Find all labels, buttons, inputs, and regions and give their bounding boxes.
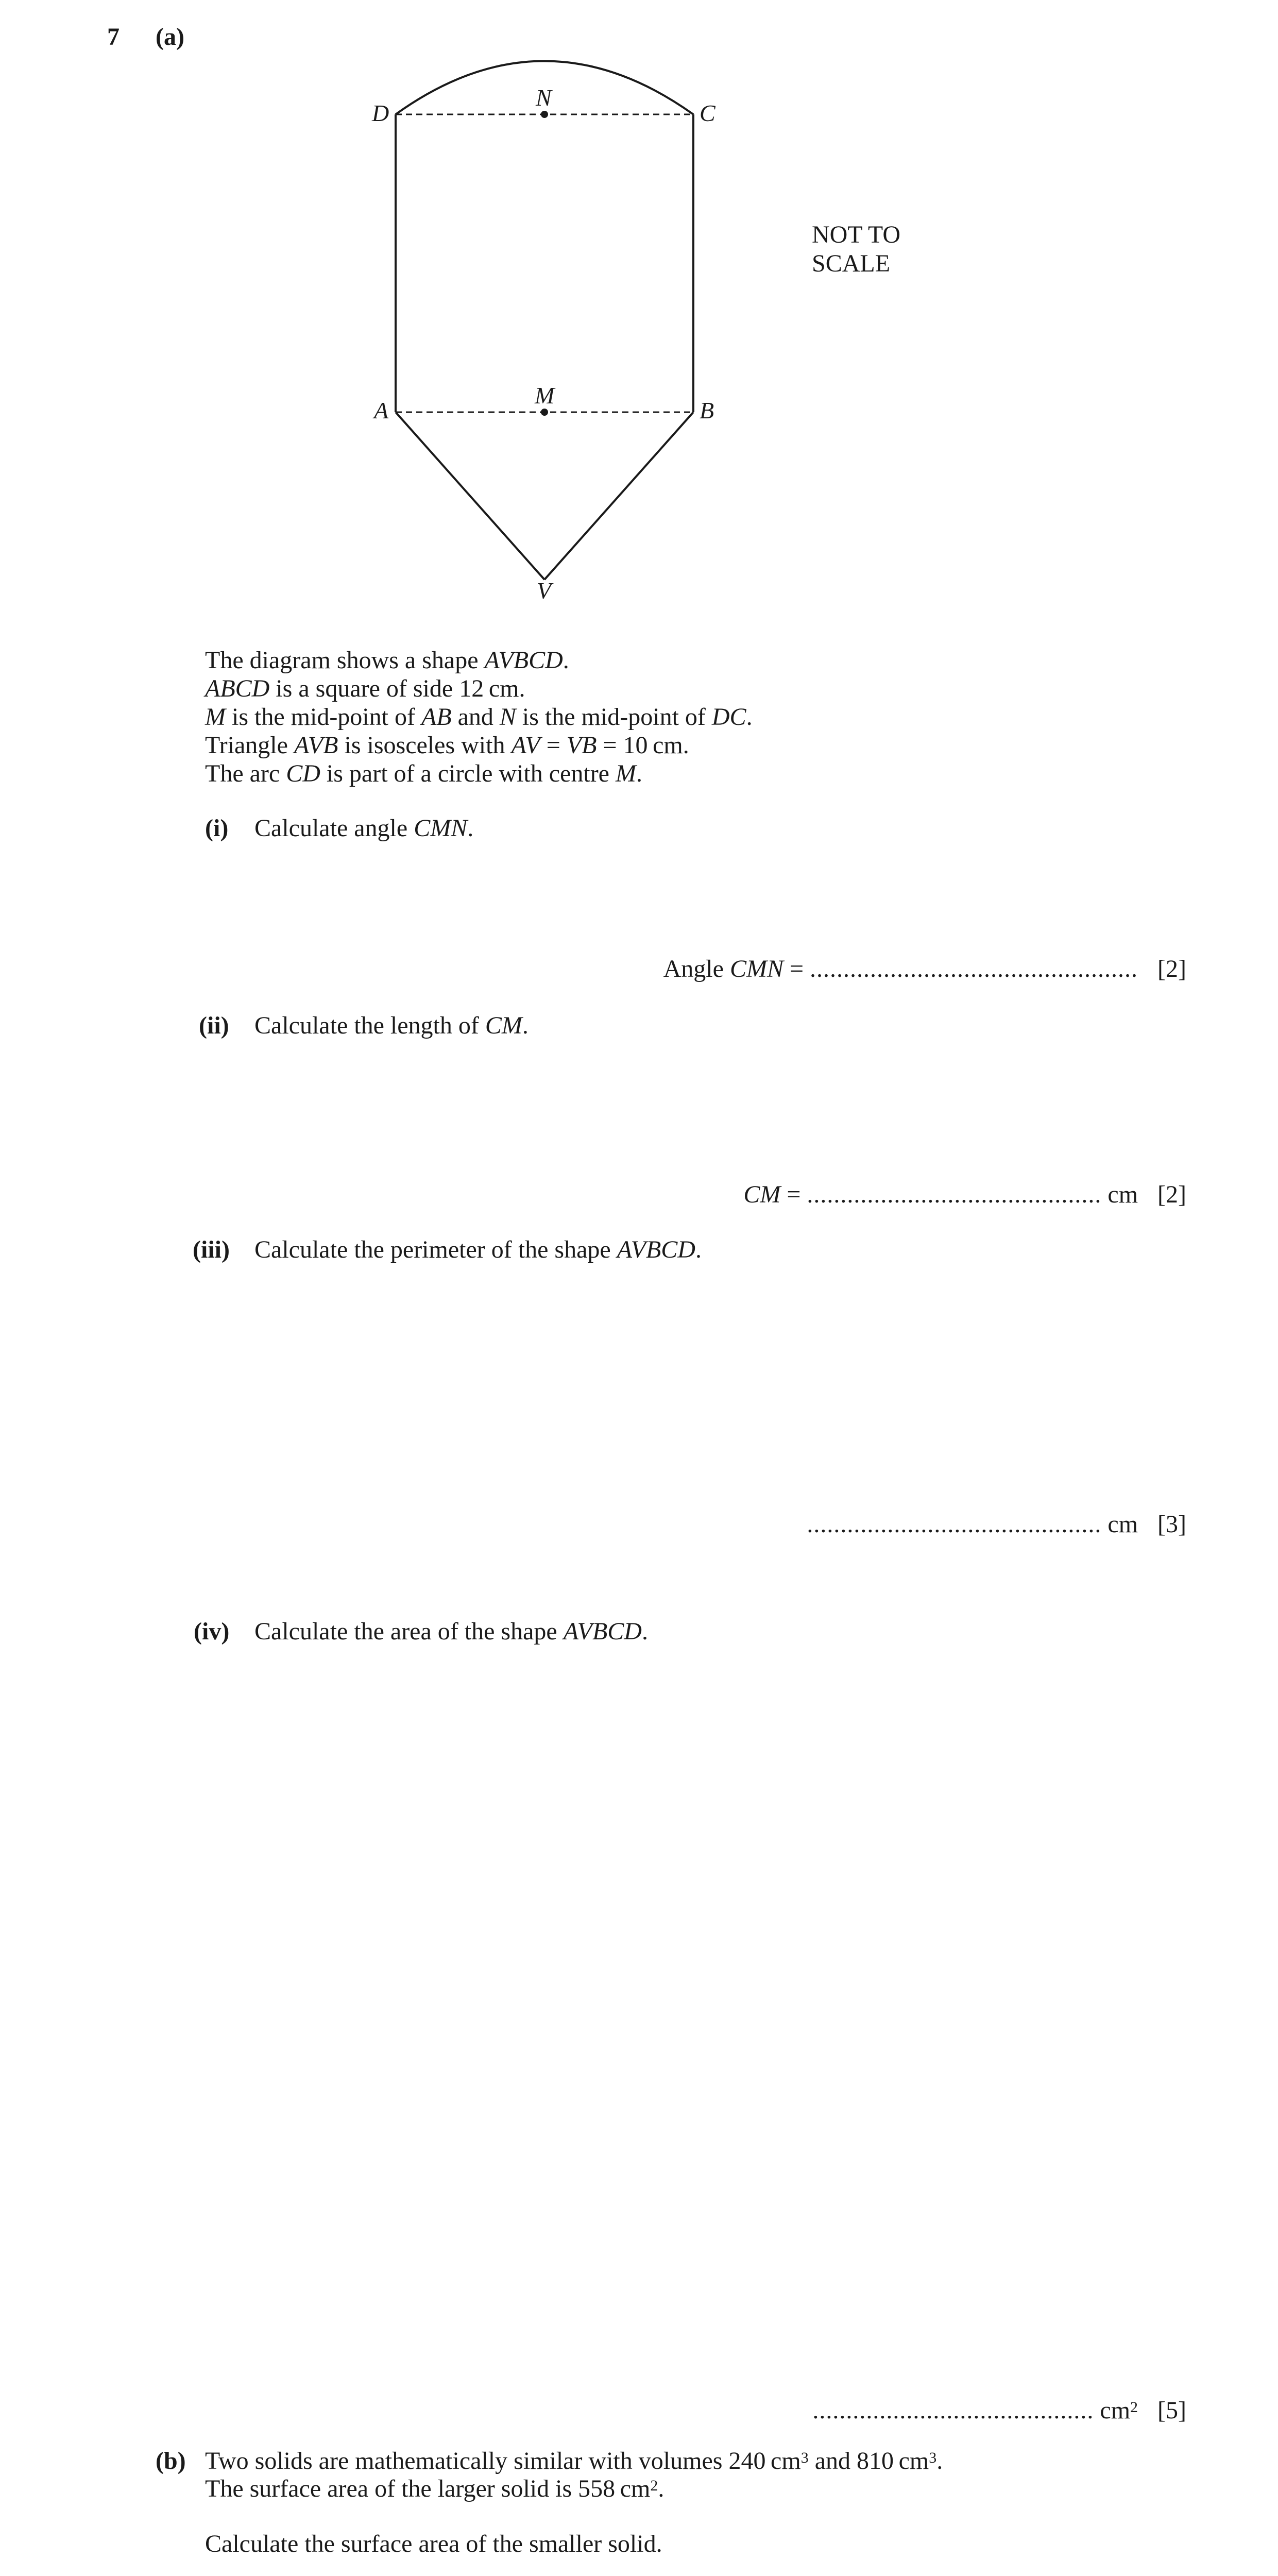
part-a-label: (a) bbox=[156, 23, 184, 50]
part-b-question: Calculate the surface area of the smaller solid. bbox=[205, 2530, 662, 2557]
part-ii-answer-line: CM = ............................................ cm [2] bbox=[743, 1181, 1186, 1208]
point-m bbox=[541, 409, 548, 416]
label-a: A bbox=[374, 397, 389, 423]
point-n bbox=[541, 111, 548, 118]
marks: [2] bbox=[1157, 955, 1186, 982]
side-bv bbox=[544, 412, 693, 580]
part-b-label: (b) bbox=[156, 2447, 186, 2475]
part-i-label: (i) bbox=[205, 815, 229, 842]
part-ii-label: (ii) bbox=[199, 1012, 229, 1039]
part-b-line-1: Two solids are mathematically similar with volumes 240 $cm^3$ and 810 $cm^3$. bbox=[205, 2447, 943, 2475]
intro-line-3: M is the mid-point of AB and N is the mid-point of DC. bbox=[205, 703, 753, 731]
marks: [3] bbox=[1157, 1511, 1186, 1538]
label-v: V bbox=[537, 578, 552, 604]
answer-field[interactable]: ............................................ bbox=[807, 1511, 1102, 1538]
unit-exponent: 2 bbox=[1130, 2399, 1138, 2416]
not-to-scale-line2: SCALE bbox=[812, 250, 891, 277]
label-m: M bbox=[535, 382, 555, 409]
label-c: C bbox=[700, 100, 715, 126]
part-ii-question: Calculate the length of CM. bbox=[254, 1012, 529, 1039]
part-iv-answer-line bbox=[812, 2396, 1186, 2425]
unit: cm bbox=[1100, 2397, 1131, 2424]
part-iii-label: (iii) bbox=[193, 1236, 230, 1263]
intro-line-2: ABCD is a square of side 12 cm. bbox=[205, 675, 525, 702]
part-iii-answer-line bbox=[807, 1510, 1186, 1539]
intro-line-5: The arc CD is part of a circle with centre M. bbox=[205, 760, 642, 787]
answer-field[interactable]: .......................................... bbox=[812, 2397, 1094, 2424]
part-iv-question: Calculate the area of the shape AVBCD. bbox=[254, 1618, 648, 1645]
answer-field[interactable]: ................................................. bbox=[810, 955, 1138, 982]
question-number: 7 bbox=[107, 23, 120, 50]
shape-diagram bbox=[0, 0, 1278, 649]
unit: cm bbox=[1107, 1511, 1138, 1538]
not-to-scale-line1: NOT TO bbox=[812, 221, 901, 248]
part-i-answer-line: Angle CMN = ................................................. [2] bbox=[663, 955, 1186, 982]
intro-line-4: Triangle AVB is isosceles with AV = VB = 10 cm. bbox=[205, 732, 689, 759]
part-iii-question: Calculate the perimeter of the shape AVBCD. bbox=[254, 1236, 702, 1263]
label-b: B bbox=[700, 397, 714, 423]
unit: cm bbox=[1107, 1181, 1138, 1208]
part-iv-label: (iv) bbox=[194, 1618, 230, 1645]
answer-field[interactable]: ............................................ bbox=[807, 1181, 1102, 1208]
side-av bbox=[396, 412, 544, 580]
intro-line-1: The diagram shows a shape AVBCD. bbox=[205, 647, 569, 674]
marks: [2] bbox=[1157, 1181, 1186, 1208]
marks: [5] bbox=[1157, 2397, 1186, 2424]
label-d: D bbox=[372, 100, 389, 126]
label-n: N bbox=[536, 84, 552, 111]
part-i-question: Calculate angle CMN. bbox=[254, 815, 474, 842]
part-b-line-2: The surface area of the larger solid is 558 $cm^2$. bbox=[205, 2475, 664, 2502]
